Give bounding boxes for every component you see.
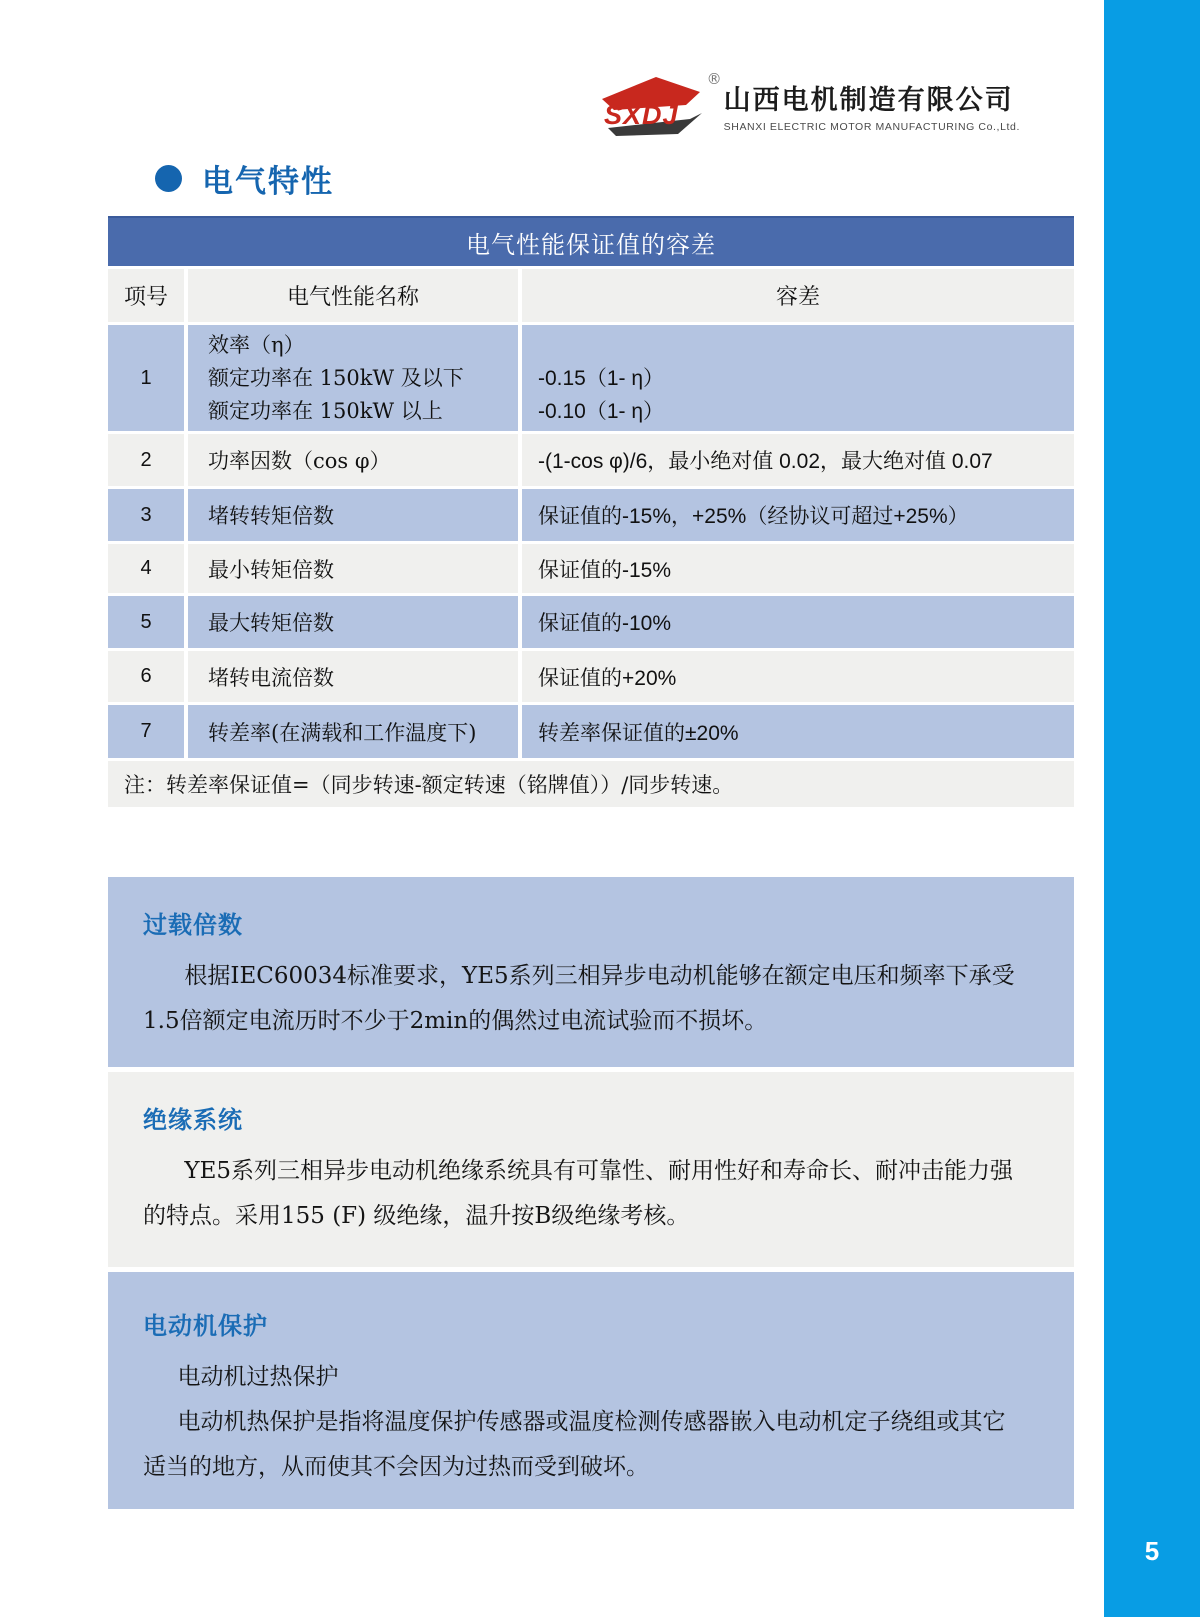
paragraph-line: 1.5倍额定电流历时不少于2min的偶然过电流试验而不损坏。: [143, 1008, 768, 1034]
section-heading: [108, 156, 1074, 201]
name-line: 额定功率在 150kW 及以下: [208, 365, 464, 390]
table-row-name: 堵转电流倍数: [188, 651, 518, 702]
section-motor-protection-title: 电动机保护: [143, 1311, 268, 1340]
name-line: 额定功率在 150kW 以上: [208, 398, 443, 423]
table-row-no: 5: [108, 596, 184, 648]
registered-trademark-icon: ®: [706, 70, 722, 88]
company-name-cn: 山西电机制造有限公司: [723, 84, 1014, 115]
paragraph-line: 电动机过热保护: [177, 1364, 339, 1390]
paragraph-line: 适当的地方，从而使其不会因为过热而受到破坏。: [143, 1454, 649, 1480]
table-row-tolerance: [522, 325, 1074, 431]
table-note: 注：转差率保证值=（同步转速-额定转速（铭牌值））/同步转速。: [108, 761, 1074, 807]
table-row-no: 4: [108, 544, 184, 593]
table-row-name: 转差率(在满载和工作温度下): [188, 705, 518, 758]
paragraph-line: 的特点。采用155 (F) 级绝缘，温升按B级绝缘考核。: [143, 1203, 690, 1229]
section-motor-protection: [108, 1272, 1074, 1509]
table-row-no: 1: [108, 325, 184, 431]
table-row-no: 6: [108, 651, 184, 702]
table-title: 电气性能保证值的容差: [108, 216, 1074, 266]
table-row-tolerance: 保证值的-15%: [522, 544, 1074, 593]
column-header-no: 项号: [108, 269, 184, 322]
bullet-icon: [155, 165, 182, 192]
table-row-no: 3: [108, 489, 184, 541]
table-row-name: 堵转转矩倍数: [188, 489, 518, 541]
section-overload-title: 过载倍数: [143, 910, 243, 939]
column-header-tol: 容差: [522, 269, 1074, 322]
tolerance-table: [108, 216, 1074, 807]
table-row-tolerance: 保证值的-10%: [522, 596, 1074, 648]
paragraph-line: YE5系列三相异步电动机绝缘系统具有可靠性、耐用性好和寿命长、耐冲击能力强: [184, 1158, 1013, 1184]
name-line: 效率（η）: [208, 332, 305, 357]
table-row-tolerance: -(1-cos φ)/6，最小绝对值 0.02，最大绝对值 0.07: [522, 434, 1074, 486]
tolerance-line: -0.10（1- η）: [538, 399, 665, 423]
table-row-tolerance: 保证值的+20%: [522, 651, 1074, 702]
table-row-name: 最小转矩倍数: [188, 544, 518, 593]
table-row-name: [188, 325, 518, 431]
section-insulation-title: 绝缘系统: [143, 1105, 243, 1134]
table-row-name: 最大转矩倍数: [188, 596, 518, 648]
svg-text:SXDJ: SXDJ: [603, 100, 679, 130]
section-overload: [108, 877, 1074, 1067]
table-row-tolerance: 保证值的-15%，+25%（经协议可超过+25%）: [522, 489, 1074, 541]
company-name-en: SHANXI ELECTRIC MOTOR MANUFACTURING Co.,Ltd.: [723, 120, 1020, 133]
company-logo: [108, 70, 1074, 140]
paragraph-line: 电动机热保护是指将温度保护传感器或温度检测传感器嵌入电动机定子绕组或其它: [177, 1409, 1006, 1435]
page-content: [108, 0, 1074, 1509]
logo-text: [724, 78, 1020, 133]
table-row-no: 2: [108, 434, 184, 486]
table-row-name: 功率因数（cos φ）: [188, 434, 518, 486]
section-insulation: [108, 1072, 1074, 1267]
table-row-no: 7: [108, 705, 184, 758]
column-header-name: 电气性能名称: [188, 269, 518, 322]
table-row-tolerance: 转差率保证值的±20%: [522, 705, 1074, 758]
logo-mark-icon: [594, 70, 722, 138]
page-number: 5: [1144, 1536, 1160, 1566]
tolerance-line: -0.15（1- η）: [538, 366, 665, 390]
right-edge-stripe: [1104, 0, 1200, 1617]
section-title: 电气特性: [202, 164, 334, 199]
paragraph-line: 根据IEC60034标准要求，YE5系列三相异步电动机能够在额定电压和频率下承受: [184, 963, 1015, 989]
